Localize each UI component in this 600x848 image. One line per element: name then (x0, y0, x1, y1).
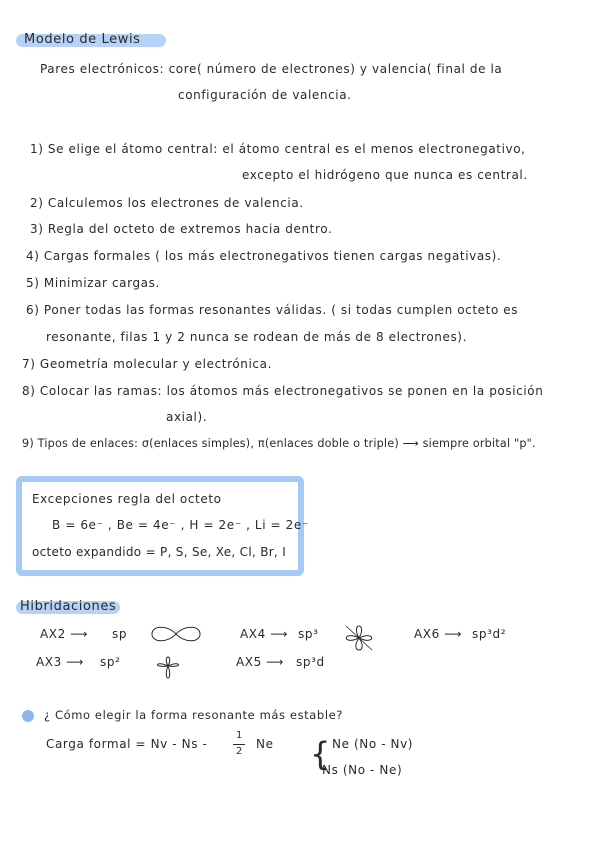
hyb-ax3-label: sp² (100, 655, 121, 669)
exceptions-title: Excepciones regla del octeto (32, 492, 222, 506)
bullet-icon (22, 710, 34, 722)
step-9: 9) Tipos de enlaces: σ(enlaces simples), π(enlaces doble o triple) ⟶ siempre orbital "p". (22, 437, 536, 450)
hyb-ax6-formula: AX6 ⟶ (414, 627, 463, 641)
step-3: 3) Regla del octeto de extremos hacia dentro. (30, 222, 333, 236)
heading-lewis: Modelo de Lewis (24, 32, 141, 47)
step-8-line-1: 8) Colocar las ramas: los átomos más electronegativos se ponen en la posición (22, 384, 544, 398)
sp3-orbital-icon (340, 620, 378, 656)
fraction-denominator: 2 (236, 746, 243, 757)
step-4: 4) Cargas formales ( los más electronegativos tienen cargas negativas). (26, 249, 502, 263)
sp2-orbital-icon (148, 652, 188, 686)
fraction-bar (233, 744, 245, 745)
resonance-question: ¿ Cómo elegir la forma resonante más estable? (44, 708, 343, 722)
step-7: 7) Geometría molecular y electrónica. (22, 357, 272, 371)
hyb-ax5-label: sp³d (296, 655, 325, 669)
hyb-ax4-label: sp³ (298, 627, 319, 641)
sp-orbital-icon (148, 624, 204, 644)
pares-line-1: Pares electrónicos: core( número de electrones) y valencia( final de la (40, 62, 503, 76)
hyb-ax2-label: sp (112, 627, 128, 641)
hyb-ax6-label: sp³d² (472, 627, 507, 641)
step-8-line-2: axial). (166, 410, 208, 424)
step-1-line-1: 1) Se elige el átomo central: el átomo central es el menos electronegativo, (30, 142, 526, 156)
formula-ne: Ne (256, 737, 274, 751)
exceptions-line-2: octeto expandido = P, S, Se, Xe, Cl, Br, I (32, 545, 287, 559)
step-2: 2) Calculemos los electrones de valencia. (30, 196, 304, 210)
formula-case-1: Ne (No - Nv) (332, 737, 414, 751)
step-6-line-2: resonante, filas 1 y 2 nunca se rodean de más de 8 electrones). (46, 330, 468, 344)
exceptions-line-1: B = 6e⁻ , Be = 4e⁻ , H = 2e⁻ , Li = 2e⁻ (52, 518, 309, 532)
hyb-ax5-formula: AX5 ⟶ (236, 655, 285, 669)
hyb-ax2-formula: AX2 ⟶ (40, 627, 89, 641)
hyb-ax3-formula: AX3 ⟶ (36, 655, 85, 669)
step-5: 5) Minimizar cargas. (26, 276, 160, 290)
formula-case-2: Ns (No - Ne) (322, 763, 403, 777)
hyb-ax4-formula: AX4 ⟶ (240, 627, 289, 641)
fraction-numerator: 1 (236, 730, 243, 741)
brace: { (310, 735, 331, 773)
formal-charge-formula: Carga formal = Nv - Ns - (46, 737, 208, 751)
step-1-line-2: excepto el hidrógeno que nunca es central. (242, 168, 528, 182)
heading-hibridaciones: Hibridaciones (20, 599, 117, 614)
step-6-line-1: 6) Poner todas las formas resonantes válidas. ( si todas cumplen octeto es (26, 303, 519, 317)
pares-line-2: configuración de valencia. (178, 88, 352, 102)
